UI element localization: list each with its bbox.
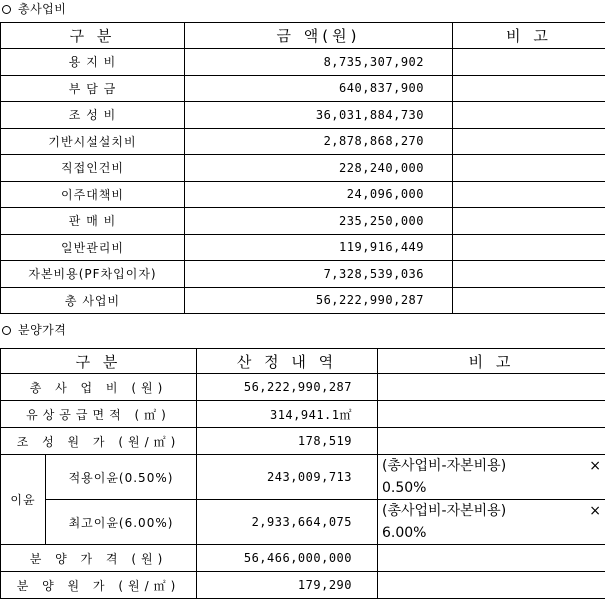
row-remarks [453, 128, 605, 155]
table-row [1, 155, 605, 182]
row-value: 243,009,713 [197, 455, 378, 500]
table-row [1, 401, 605, 428]
table-row [1, 181, 605, 208]
row-amount: 2,878,868,270 [185, 128, 453, 155]
row-remarks [453, 287, 605, 314]
table-row [1, 49, 605, 76]
table-row [1, 572, 605, 599]
row-remarks [378, 374, 605, 401]
total-cost-table [0, 22, 605, 314]
row-remarks [453, 181, 605, 208]
row-label: 적용이윤(0.50%) [46, 455, 197, 500]
row-value: 178,519 [197, 428, 378, 455]
remark-formula: (총사업비-자본비용) [382, 503, 507, 519]
row-amount: 24,096,000 [185, 181, 453, 208]
row-label: 유상공급면적 (㎡) [1, 401, 197, 428]
row-remarks [378, 428, 605, 455]
table-row [1, 102, 605, 129]
header-remarks: 비 고 [378, 349, 605, 374]
row-label: 자본비용(PF차입이자) [1, 261, 185, 288]
row-remarks [378, 455, 605, 500]
circle-bullet-icon [2, 326, 11, 335]
row-label: 조 성 원 가 (원/㎡) [1, 428, 197, 455]
header-calculation: 산 정 내 역 [197, 349, 378, 374]
table-row [1, 75, 605, 102]
row-amount: 8,735,307,902 [185, 49, 453, 76]
circle-bullet-icon [2, 5, 11, 14]
row-value: 56,222,990,287 [197, 374, 378, 401]
section-title-sale-price [2, 321, 66, 338]
table-row [1, 500, 605, 545]
row-remarks [453, 234, 605, 261]
row-remarks [453, 49, 605, 76]
row-label: 직접인건비 [1, 155, 185, 182]
row-remarks [378, 545, 605, 572]
multiply-sign: × [589, 503, 601, 519]
profit-group-label: 이윤 [1, 455, 46, 545]
row-remarks [453, 75, 605, 102]
row-label: 부 담 금 [1, 75, 185, 102]
row-amount: 7,328,539,036 [185, 261, 453, 288]
row-label: 총 사업비 [1, 287, 185, 314]
header-amount: 금 액(원) [185, 23, 453, 49]
multiply-sign: × [589, 458, 601, 474]
row-remarks [453, 208, 605, 235]
sale-price-table [0, 348, 605, 599]
row-amount: 235,250,000 [185, 208, 453, 235]
table-row [1, 428, 605, 455]
table-row [1, 128, 605, 155]
row-label: 이주대책비 [1, 181, 185, 208]
row-value: 56,466,000,000 [197, 545, 378, 572]
row-label: 일반관리비 [1, 234, 185, 261]
remark-rate: 0.50% [382, 480, 427, 496]
row-label: 분 양 원 가 (원/㎡) [1, 572, 197, 599]
table-row-total [1, 287, 605, 314]
row-amount: 640,837,900 [185, 75, 453, 102]
row-value: 314,941.1㎡ [197, 401, 378, 428]
header-remarks: 비 고 [453, 23, 605, 49]
table-row [1, 455, 605, 500]
header-category: 구 분 [1, 23, 185, 49]
row-label: 분 양 가 격 (원) [1, 545, 197, 572]
header-category: 구 분 [1, 349, 197, 374]
row-value: 179,290 [197, 572, 378, 599]
row-amount: 119,916,449 [185, 234, 453, 261]
remark-rate: 6.00% [382, 525, 427, 541]
row-remarks [453, 102, 605, 129]
row-label: 기반시설설치비 [1, 128, 185, 155]
row-remarks [378, 401, 605, 428]
row-label: 총 사 업 비 (원) [1, 374, 197, 401]
row-label: 판 매 비 [1, 208, 185, 235]
row-remarks [453, 155, 605, 182]
table-header-row [1, 349, 605, 374]
table-row [1, 545, 605, 572]
table-header-row [1, 23, 605, 49]
section-title-text: 총사업비 [18, 2, 67, 16]
table-row [1, 234, 605, 261]
row-remarks [378, 572, 605, 599]
row-label: 최고이윤(6.00%) [46, 500, 197, 545]
table-row [1, 374, 605, 401]
table-row [1, 208, 605, 235]
row-label: 용 지 비 [1, 49, 185, 76]
row-label: 조 성 비 [1, 102, 185, 129]
row-value: 2,933,664,075 [197, 500, 378, 545]
section-title-text: 분양가격 [18, 323, 67, 337]
remark-formula: (총사업비-자본비용) [382, 458, 507, 474]
row-amount: 36,031,884,730 [185, 102, 453, 129]
row-amount: 56,222,990,287 [185, 287, 453, 314]
section-title-total-cost [2, 0, 66, 17]
row-remarks [378, 500, 605, 545]
row-remarks [453, 261, 605, 288]
row-amount: 228,240,000 [185, 155, 453, 182]
table-row [1, 261, 605, 288]
